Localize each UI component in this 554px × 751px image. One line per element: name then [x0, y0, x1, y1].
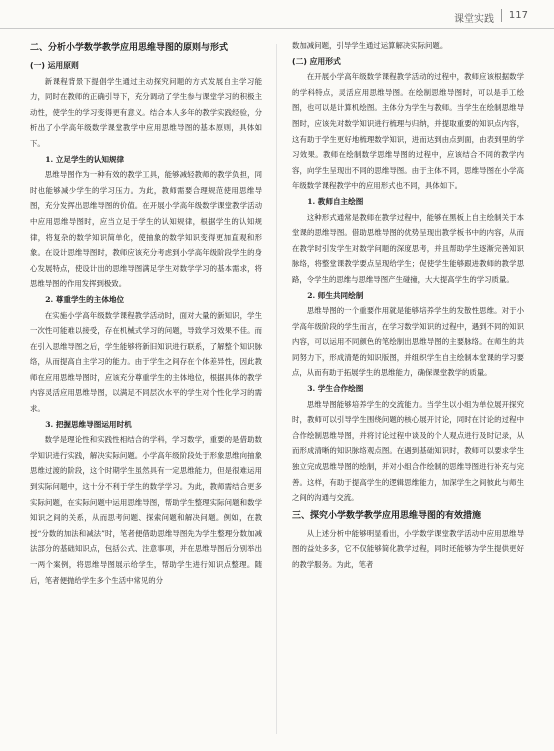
header-separator — [501, 9, 502, 22]
section-heading-3: 三、探究小学数学教学应用思维导图的有效措施 — [292, 510, 482, 521]
paragraph: 在开展小学高年级数学课程教学活动的过程中，教师应该根据数学的学科特点，灵活应用思维导图。在绘制思维导图时，可以是手工绘图，也可以是计算机绘图。主体分为学生与教师。当学生在绘制思维导图时，应该先对数学知识进行梳理与归纳，并提取重要的知识点内容，这有助于学生更好地梳理数学知识，进而达到由点到面，由表到里的学习效果。教师在绘制数学思维导图的过程中，应该结合不同的教学内容，向学生呈现出不同的思维导图。由于主体不同，思维导图在小学高年级数学课程教学中的应用形式也不同，具体如下。 — [292, 72, 524, 191]
left-column — [30, 38, 262, 588]
paragraph: 思维导图能够培养学生的交流能力。当学生以小组为单位展开探究时，教师可以引导学生围绕问题的核心展开讨论，同时在讨论的过程中合作绘制思维导图，并将讨论过程中谈及的个人观点进行及时记录，从而形成清晰的知识脉络观点图。在遇到基础知识时，教师可以要求学生独立完成思维导图的绘制，并对小组合作绘制的思维导图进行补充与完善。这样，有助于提高学生的逻辑思维能力，加深学生之间彼此与师生之间的沟通与交流。 — [292, 399, 524, 503]
paragraph: 新课程背景下提倡学生通过主动探究问题的方式发展自主学习能力，同时在教师的正确引导下，充分调动了学生参与课堂学习的积极主动性，使学生的学习变得更有意义。结合本人多年的教学实践经验，分析出了小学高年级数学课堂教学中应用思维导图的基本原则，具体如下。 — [30, 76, 262, 148]
page-header — [0, 0, 554, 38]
item-heading-student-drawing: 3. 学生合作绘图 — [307, 384, 364, 394]
header-section-title: 课堂实践 — [454, 14, 494, 25]
paragraph: 思维导图的一个重要作用就是能够培养学生的发散性思维。对于小学高年级阶段的学生而言，在学习数学知识的过程中，遇到不同的知识内容，可以运用不同颜色的笔绘制出思维导图的主要脉络。在师生的共同努力下，形成清楚的知识版图，并组织学生自主绘制本堂课的学习要点，从而有助于拓展学生的思维能力，确保课堂教学的质量。 — [292, 306, 524, 378]
item-heading-timing: 3. 把握思维导图运用时机 — [45, 419, 132, 429]
item-heading-subject: 2. 尊重学生的主体地位 — [45, 294, 125, 304]
paragraph: 思维导图作为一种有效的教学工具，能够减轻教师的教学负担，同时也能够减少学生的学习压力。为此，教师需要合理规范使用思维导图，充分发挥出思维导图的价值。在开展小学高年级数学课堂教学活动中应用思维导图时，应当立足于学生的认知规律，根据学生的认知规律，将复杂的数学知识简单化，使抽象的数学知识变得更加直观和形象。在设计思维导图时，教师应该充分考虑到小学高年级阶段学生的身心发展特点，使设计出的思维导图满足学生对数学学习的基本需求，将思维导图的作用发挥到极致。 — [30, 170, 262, 289]
page-number: 117 — [508, 10, 528, 21]
paragraph-continued: 数加减问题，引导学生通过运算解决实际问题。 — [292, 41, 448, 50]
right-column — [292, 38, 524, 573]
paragraph: 在实施小学高年级数学课程教学活动时，面对大量的新知识，学生一次性可能难以接受，存在机械式学习的问题，导致学习效果不佳。而在引入思维导图之后，学生能够将新旧知识进行联系，了解整个知识脉络，从而提高自主学习的能力。由于学生之间存在个体差异性，因此教师在应用思维导图时，应该充分尊重学生的主体地位，根据具体的教学内容灵活应用思维导图，以满足不同层次水平的学生对个性化学习的需求。 — [30, 310, 262, 414]
paragraph: 数学是理论性和实践性相结合的学科，学习数学，重要的是借助数学知识进行实践，解决实际问题。小学高年级阶段处于形象思维向抽象思维过渡的阶段，这个时期学生虽然具有一定思维能力，但是很难运用到实际问题中，这十分不利于学生的数学学习。为此，教师需结合更多实际问题，在实际问题中运用思维导图，帮助学生整理实际问题和数学知识之间的关系，从而思考问题、探索问题和解决问题。例如，在教授“分数的加法和减法”时，笔者便借助思维导图先为学生整理分数加减法部分的基础知识点，包括公式、注意事项，并在思维导图后分别举出一两个案例，将思维导图展示给学生，帮助学生进行知识点整理。随后，笔者便抛给学生多个生活中常见的分 — [30, 435, 262, 585]
column-divider — [276, 44, 277, 734]
subsection-heading-principles: (一) 运用原则 — [30, 61, 79, 70]
subsection-heading-forms: (二) 应用形式 — [292, 56, 341, 66]
paragraph: 从上述分析中能够明显看出，小学数学课堂教学活动中应用思维导图的益处多多，它不仅能够简化教学过程，同时还能够为学生提供更好的教学服务。为此，笔者 — [292, 528, 524, 569]
item-heading-teacher-drawing: 1. 教师自主绘图 — [307, 196, 364, 206]
section-heading-2: 二、分析小学数学教学应用思维导图的原则与形式 — [30, 43, 229, 53]
paragraph: 这种形式通常是教师在教学过程中，能够在黑板上自主绘制关于本堂课的思维导图。借助思维导图的优势呈现出教学板书中的内容，从而在教学时引发学生对数学问题的深度思考，并且帮助学生逐渐完善知识脉络，将整堂课教学要点呈现给学生；促使学生能够跟进教师的教学思路，令学生的思维与思维导图产生碰撞，大大提高学生的学习质量。 — [292, 212, 524, 284]
item-heading-joint-drawing: 2. 师生共同绘制 — [307, 290, 364, 300]
item-heading-cognitive: 1. 立足学生的认知规律 — [45, 154, 125, 164]
